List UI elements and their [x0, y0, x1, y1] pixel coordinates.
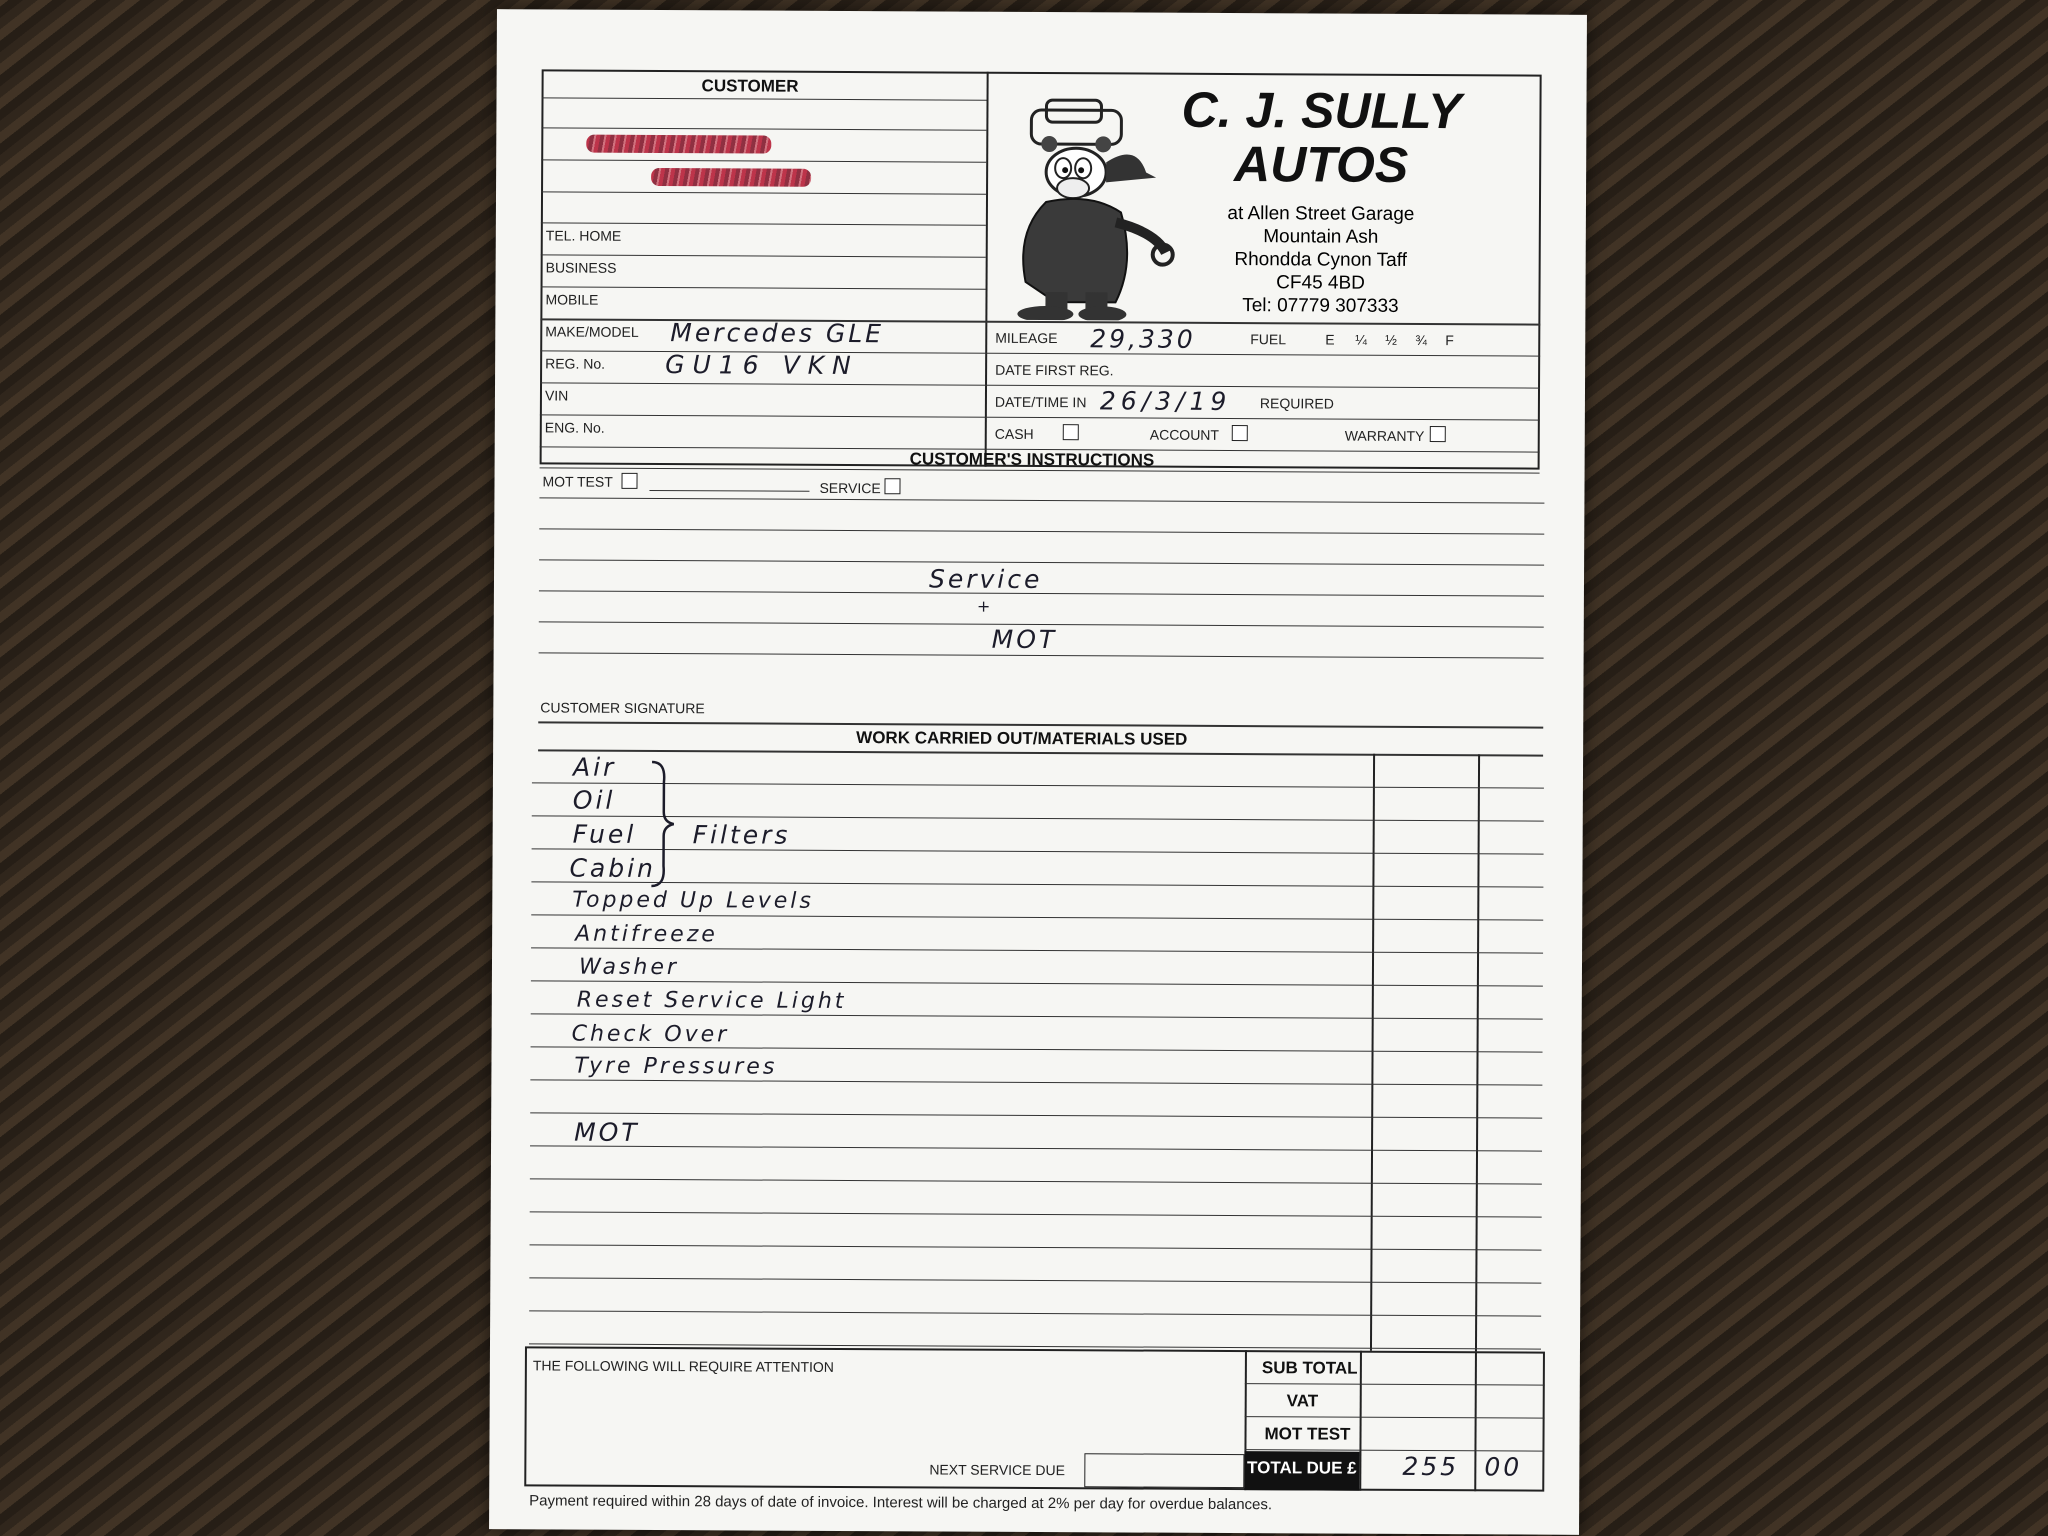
fuel-level-full: F: [1445, 332, 1454, 349]
mileage-value: 29,330: [1090, 324, 1196, 354]
work-rule-line: [529, 1277, 1541, 1283]
sub-total-label: SUB TOTAL: [1261, 1358, 1358, 1378]
redacted-customer-name: [586, 135, 771, 154]
work-rule-line: [531, 947, 1543, 953]
mot-test-checkbox[interactable]: [621, 473, 637, 489]
work-item-check-over: Check Over: [571, 1021, 730, 1048]
work-note-filters: Filters: [692, 820, 791, 850]
mileage-label: MILEAGE: [995, 329, 1058, 347]
required-label: REQUIRED: [1259, 395, 1334, 412]
customers-instructions-heading: CUSTOMER'S INSTRUCTIONS: [909, 449, 1155, 470]
make-model-value: Mercedes GLE: [670, 318, 885, 349]
cash-checkbox[interactable]: [1063, 424, 1079, 440]
date-time-in-label: DATE/TIME IN: [994, 393, 1087, 411]
mobile-label: MOBILE: [545, 291, 599, 308]
business-name-line2: AUTOS: [1233, 136, 1409, 193]
work-rule-line: [529, 1310, 1541, 1316]
reg-no-value: GU16 VKN: [665, 350, 859, 381]
work-item-antifreeze: Antifreeze: [575, 921, 718, 948]
work-item-air: Air: [572, 752, 617, 782]
warranty-checkbox[interactable]: [1430, 426, 1446, 442]
work-rule-line: [530, 1079, 1542, 1085]
work-item-reset-service-light: Reset Service Light: [576, 987, 847, 1015]
work-rule-line: [530, 1244, 1542, 1250]
fuel-level-three-quarter: ¾: [1415, 331, 1427, 349]
vin-label: VIN: [544, 387, 569, 404]
total-due-label: TOTAL DUE £: [1244, 1451, 1359, 1491]
business-address-line3: Rhondda Cynon Taff: [1234, 249, 1408, 271]
payment-terms-footer: Payment required within 28 days of date of invoice. Interest will be charged at 2% per day for overdue balances.: [529, 1492, 1273, 1514]
work-item-topped-up-levels: Topped Up Levels: [572, 887, 814, 914]
service-checkbox[interactable]: [884, 478, 900, 494]
work-pence-column-divider: [1475, 754, 1480, 1351]
business-telephone: Tel: 07779 307333: [1242, 295, 1399, 317]
work-item-fuel: Fuel: [572, 819, 637, 849]
total-due-pence: 00: [1484, 1452, 1523, 1482]
instructions-service: Service: [928, 564, 1043, 595]
work-price-column-divider: [1370, 754, 1375, 1351]
instructions-plus: +: [976, 596, 994, 616]
job-card-form: [529, 69, 1547, 1514]
next-service-due-field[interactable]: [1084, 1453, 1244, 1488]
instructions-mot: MOT: [991, 624, 1058, 655]
redacted-customer-address: [651, 168, 811, 187]
work-rule-line: [530, 1145, 1542, 1151]
service-label: SERVICE: [819, 479, 881, 497]
attention-label: THE FOLLOWING WILL REQUIRE ATTENTION: [532, 1357, 834, 1375]
work-rule-line: [532, 782, 1544, 788]
work-rule-line: [531, 881, 1543, 887]
tel-home-label: TEL. HOME: [545, 227, 622, 244]
invoice-sheet: [489, 9, 1587, 1535]
work-item-mot: MOT: [574, 1117, 640, 1147]
business-address-line2: Mountain Ash: [1263, 226, 1379, 248]
work-rule-line: [532, 848, 1544, 854]
vat-label: VAT: [1286, 1391, 1319, 1411]
work-item-washer: Washer: [578, 954, 680, 981]
reg-no-label: REG. No.: [545, 355, 606, 372]
work-carried-out-heading: WORK CARRIED OUT/MATERIALS USED: [856, 728, 1188, 749]
work-rule-line: [530, 1211, 1542, 1217]
eng-no-label: ENG. No.: [544, 419, 605, 436]
business-address-line1: at Allen Street Garage: [1227, 202, 1415, 225]
work-rule-line: [532, 815, 1544, 821]
business-name-line1: C. J. SULLY: [1181, 81, 1462, 140]
warranty-label: WARRANTY: [1344, 427, 1425, 445]
work-rule-line: [530, 1178, 1542, 1184]
total-due-pounds: 255: [1402, 1451, 1460, 1482]
business-label: BUSINESS: [545, 259, 617, 276]
fuel-level-e: E: [1325, 331, 1335, 348]
work-rule-line: [531, 1046, 1543, 1052]
work-item-cabin: Cabin: [569, 853, 657, 884]
customer-signature-label: CUSTOMER SIGNATURE: [540, 699, 705, 717]
work-rule-line: [531, 1013, 1543, 1019]
work-item-oil: Oil: [572, 785, 616, 815]
filters-brace: [647, 758, 678, 893]
mot-test-label: MOT TEST: [542, 473, 613, 490]
customer-heading: CUSTOMER: [701, 76, 799, 96]
fuel-label: FUEL: [1250, 331, 1287, 348]
work-rule-line: [531, 914, 1543, 920]
fuel-level-quarter: ¼: [1355, 331, 1367, 348]
work-item-tyre-pressures: Tyre Pressures: [574, 1053, 778, 1080]
fuel-level-half: ½: [1385, 331, 1397, 348]
make-model-label: MAKE/MODEL: [545, 323, 639, 340]
cash-label: CASH: [994, 425, 1034, 442]
mot-test-total-label: MOT TEST: [1264, 1424, 1351, 1444]
date-first-reg-label: DATE FIRST REG.: [995, 361, 1114, 379]
account-checkbox[interactable]: [1232, 425, 1248, 441]
account-label: ACCOUNT: [1149, 426, 1220, 443]
work-rule-line: [531, 980, 1543, 986]
business-address-line4: CF45 4BD: [1276, 272, 1365, 294]
date-in-value: 26/3/19: [1099, 386, 1232, 417]
work-rule-line: [530, 1112, 1542, 1118]
next-service-due-label: NEXT SERVICE DUE: [929, 1461, 1066, 1479]
